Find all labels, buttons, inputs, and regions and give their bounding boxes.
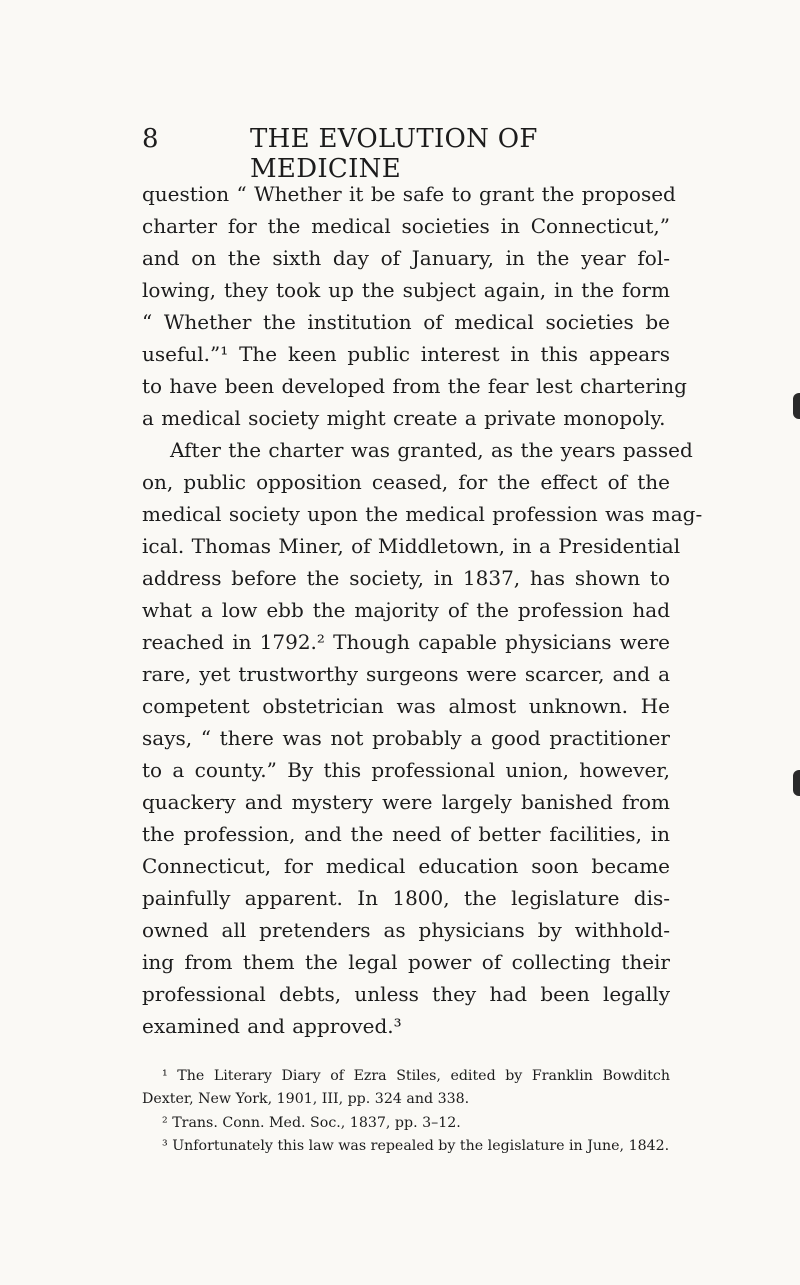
text-line: medical society upon the medical profession was mag- [142,502,703,526]
text-line: owned all pretenders as physicians by withhold- [142,918,670,942]
text-line: examined and approved.³ [142,1014,402,1038]
footnote-line: ³ Unfortunately this law was repealed by the legislature in June, 1842. [162,1138,670,1155]
text-line: reached in 1792.² Though capable physicians were [142,630,670,654]
text-line: question “ Whether it be safe to grant the proposed [142,182,676,206]
footnotes [142,1065,670,1159]
running-head: THE EVOLUTION OF MEDICINE [250,124,538,184]
text-line: useful.”¹ The keen public interest in this appears [142,342,670,366]
text-line: rare, yet trustworthy surgeons were scarcer, and a [142,662,670,686]
footnote-line: ² Trans. Conn. Med. Soc., 1837, pp. 3–12. [162,1114,461,1131]
page-number: 8 [142,124,159,154]
text-line: address before the society, in 1837, has shown to [142,566,670,590]
text-line: After the charter was granted, as the years passed [170,438,693,462]
footnote-line: ¹ The Literary Diary of Ezra Stiles, edited by Franklin Bowditch [162,1068,670,1084]
text-line: professional debts, unless they had been legally [142,982,670,1006]
text-line: painfully apparent. In 1800, the legislature dis- [142,886,670,910]
text-line: and on the sixth day of January, in the year fol- [142,246,670,270]
text-line: lowing, they took up the subject again, in the form [142,278,670,302]
footnote-line: Dexter, New York, 1901, III, pp. 324 and 338. [142,1091,470,1108]
text-line: says, “ there was not probably a good practitioner [142,726,670,750]
text-line: quackery and mystery were largely banished from [142,790,670,814]
text-line: to have been developed from the fear lest chartering [142,374,687,398]
text-line: on, public opposition ceased, for the effect of the [142,470,670,494]
text-line: ing from them the legal power of collecting their [142,950,670,974]
text-line: charter for the medical societies in Connecticut,” [142,214,670,238]
body-text [142,178,703,1042]
text-line: a medical society might create a private monopoly. [142,406,666,430]
text-line: to a county.” By this professional union, however, [142,758,670,782]
page-edge-mark [793,393,800,419]
text-line: what a low ebb the majority of the profession had [142,598,670,622]
text-line: ical. Thomas Miner, of Middletown, in a Presidential [142,534,681,558]
text-line: the profession, and the need of better facilities, in [142,822,670,846]
text-line: competent obstetrician was almost unknown. He [142,694,670,718]
text-line: “ Whether the institution of medical societies be [142,310,670,334]
text-line: Connecticut, for medical education soon became [142,854,670,878]
page-header [142,124,662,184]
page-edge-mark [793,770,800,796]
